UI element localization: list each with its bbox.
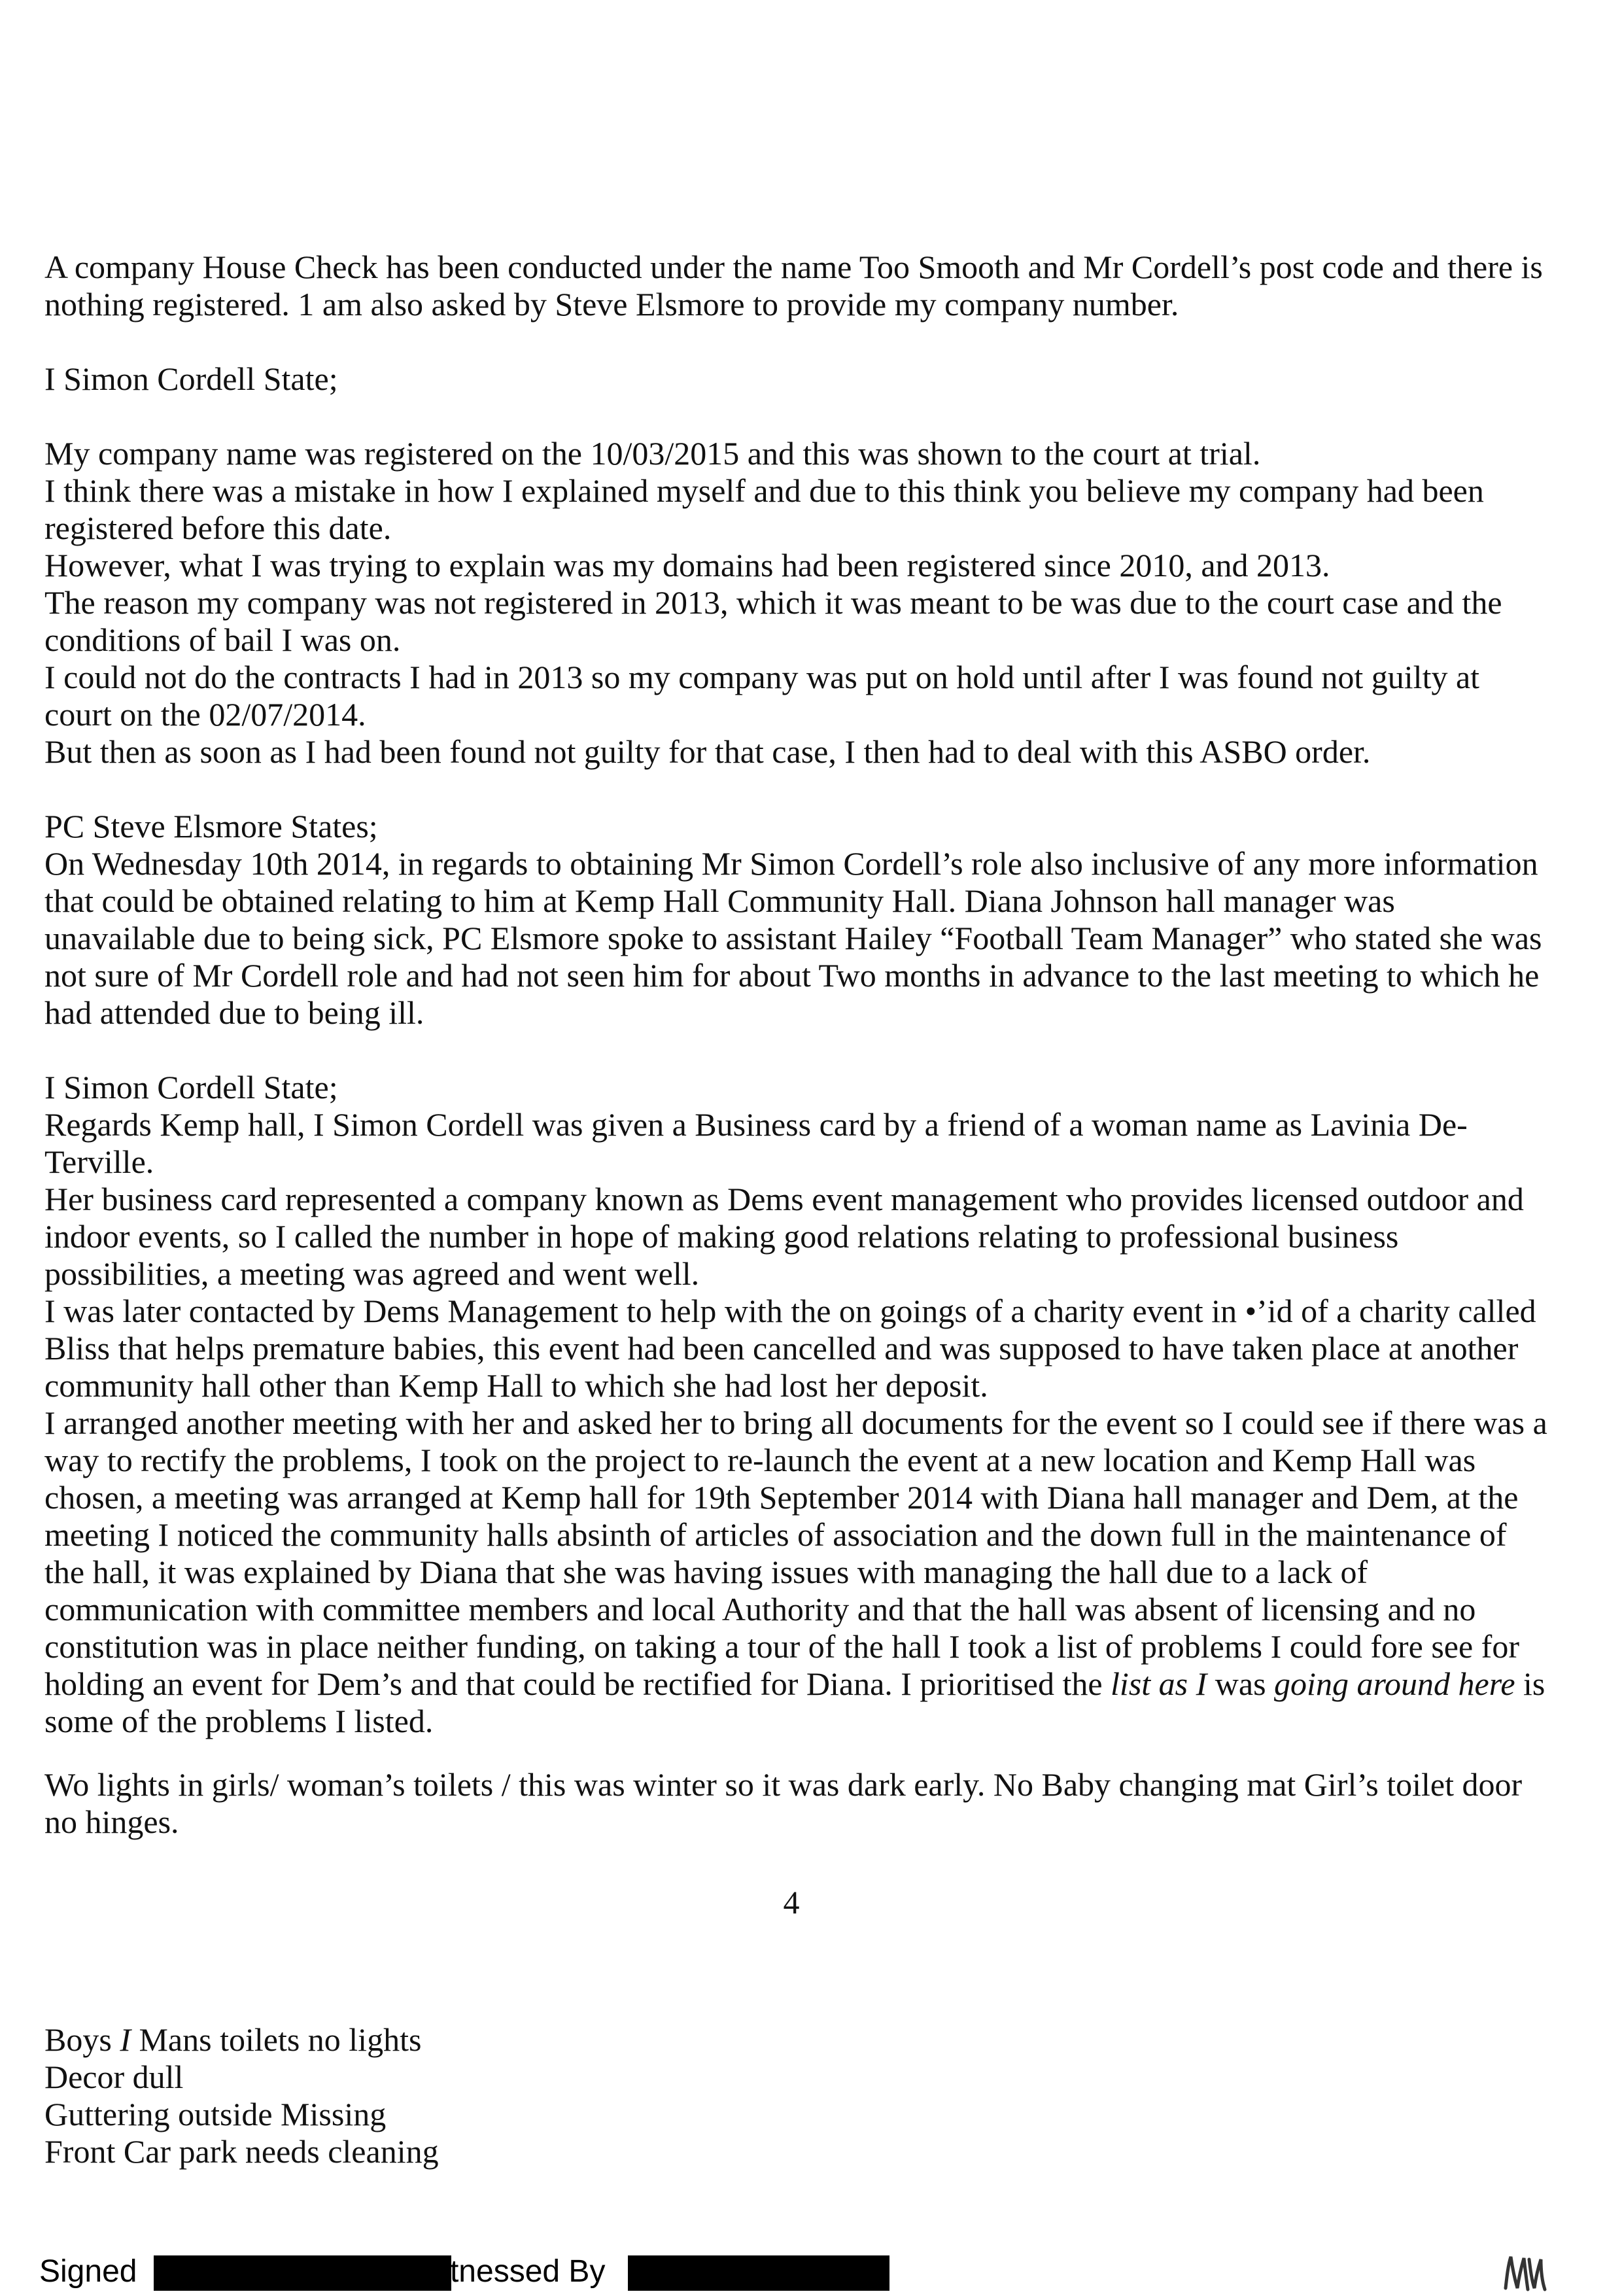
paragraph-problem-list-intro: Wo lights in girls/ woman’s toilets / this was winter so it was dark early. No Baby changing mat Girl’s toilet door no hinges. <box>44 1766 1523 1840</box>
list-item: Decor dull <box>44 2059 184 2095</box>
list-item: Guttering outside Missing <box>44 2096 387 2132</box>
problem-list <box>44 2021 439 2170</box>
handwritten-initials <box>1498 2250 1550 2296</box>
italic-going-around-here: going around here <box>1274 1665 1515 1702</box>
signature-redaction <box>154 2255 451 2291</box>
witness-redaction <box>628 2255 889 2291</box>
paragraph-company-check: A company House Check has been conducted under the name Too Smooth and Mr Cordell’s post code and there is nothing registered. 1 am also asked by Steve Elsmore to provide my company number. <box>44 249 1543 322</box>
list-item: Boys I Mans toilets no lights <box>44 2021 422 2058</box>
paragraph-mistake: I think there was a mistake in how I explained myself and due to this think you believe my company had been registered before this date. <box>44 472 1484 546</box>
heading-pc-elsmore-states: PC Steve Elsmore States; <box>44 808 378 844</box>
statement-body <box>44 249 1549 1841</box>
paragraph-contracts: I could not do the contracts I had in 2013 so my company was put on hold until after I was found not guilty at court on the 02/07/2014. <box>44 659 1480 733</box>
paragraph-meeting: I arranged another meeting with her and asked her to bring all documents for the event so I could see if there was a way to rectify the problems, I took on the project to re-launch the event at a new location and Kemp Hall was chosen, a meeting was arranged at Kemp hall for 19th September 2014 with Diana hall manager and Dem, at the meeting I noticed the community halls absinth of articles of association and the down full in the maintenance of the hall, it was explained by Diana that she was having issues with managing the hall due to a lack of communication with committee members and local Authority and that the hall was absent of licensing and no constitution was in place neither funding, on taking a tour of the hall I took a list of problems I could fore see for holding an event for Dem’s and that could be rectified for Diana. I prioritised the list as I was going around here is some of the problems I listed. <box>44 1404 1547 1739</box>
paragraph-reason: The reason my company was not registered in 2013, which it was meant to be was due to the court case and the conditions of bail I was on. <box>44 584 1502 658</box>
paragraph-asbo: But then as soon as I had been found not guilty for that case, I then had to deal with this ASBO order. <box>44 733 1371 770</box>
paragraph-registration-date: My company name was registered on the 10/03/2015 and this was shown to the court at trial. <box>44 435 1261 472</box>
witnessed-by-label: Witnessed By <box>413 2254 606 2289</box>
heading-simon-cordell-state: I Simon Cordell State; <box>44 360 338 397</box>
paragraph-charity-event: I was later contacted by Dems Management to help with the on goings of a charity event in •’id of a charity called Bliss that helps premature babies, this event had been cancelled and was supposed to have taken place at another community hall other than Kemp Hall to which she had lost her deposit. <box>44 1293 1536 1404</box>
page-number: 4 <box>783 1884 800 1921</box>
signed-label: Signed <box>39 2254 137 2289</box>
paragraph-kemp-hall: Regards Kemp hall, I Simon Cordell was given a Business card by a friend of a woman name as Lavinia De-Terville. <box>44 1106 1468 1180</box>
paragraph-elsmore-statement: On Wednesday 10th 2014, in regards to obtaining Mr Simon Cordell’s role also inclusive of any more information that could be obtained relating to him at Kemp Hall Community Hall. Diana Johnson hall manager was unavailable due to being sick, PC Elsmore spoke to assistant Hailey “Football Team Manager” who stated she was not sure of Mr Cordell role and had not seen him for about Two months in advance to the last meeting to which he had attended due to being ill. <box>44 845 1542 1031</box>
italic-list-as-i: list as I <box>1111 1665 1207 1702</box>
paragraph-domains: However, what I was trying to explain was my domains had been registered since 2010, and 2013. <box>44 547 1330 583</box>
list-item: Front Car park needs cleaning <box>44 2133 439 2170</box>
heading-simon-cordell-state-2: I Simon Cordell State; <box>44 1069 338 1105</box>
paragraph-business-card: Her business card represented a company known as Dems event management who provides licensed outdoor and indoor events, so I called the number in hope of making good relations relating to professional business possibilities, a meeting was agreed and went well. <box>44 1181 1524 1292</box>
